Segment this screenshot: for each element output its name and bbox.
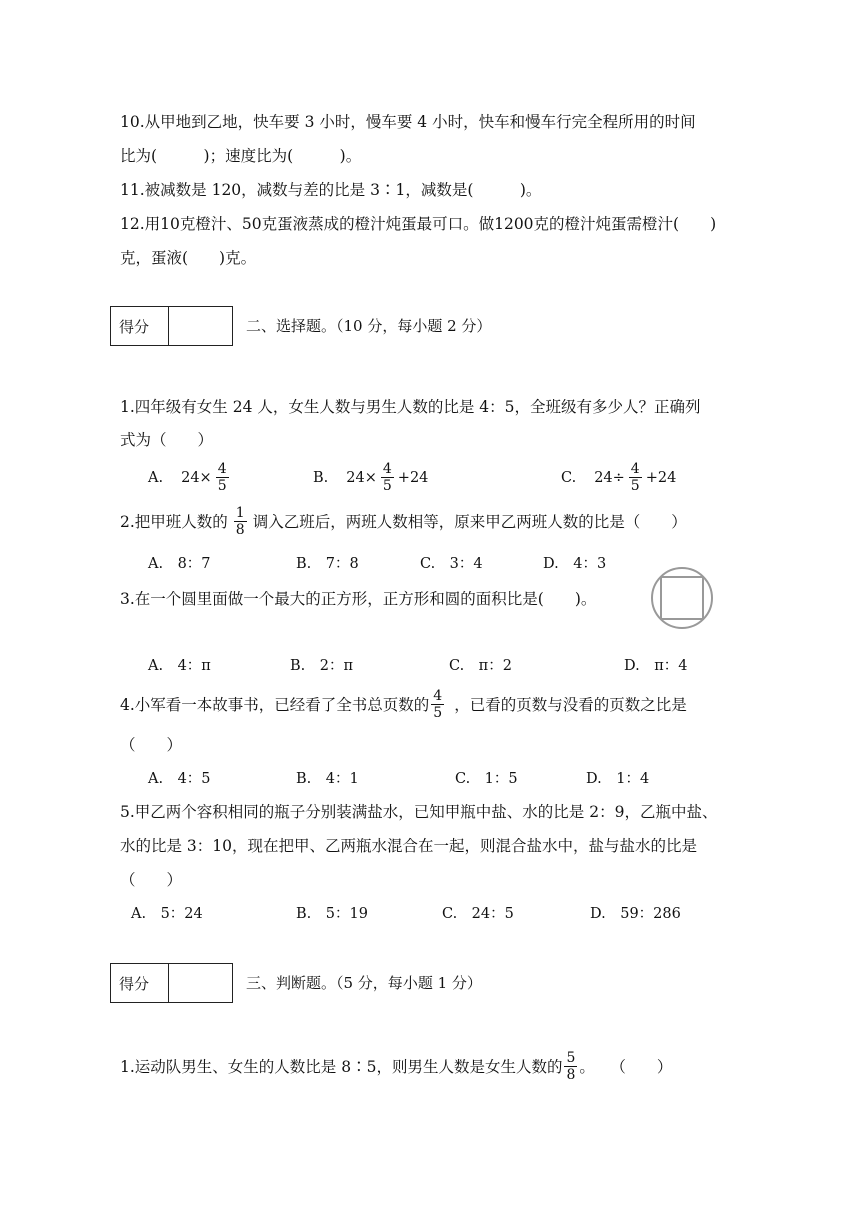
q2-pre: 2.把甲班人数的 — [120, 512, 228, 531]
fraction: $\frac{4}{5}$ — [382, 461, 392, 494]
s2-q2-option-a: A. 8：7 — [148, 556, 211, 572]
q12-line2: 克，蛋液( )克。 — [120, 249, 257, 267]
s2-q4-option-c: C. 1：5 — [455, 771, 518, 787]
s2-q5-option-d: D. 59：286 — [590, 906, 681, 922]
s2-q4-line2: （ ） — [120, 736, 183, 754]
q10-line1: 10.从甲地到乙地，快车要 3 小时，慢车要 4 小时，快车和慢车行完全程所用的时间 — [120, 113, 696, 131]
score-label: 得分 — [111, 307, 169, 345]
s2-q4-option-d: D. 1：4 — [586, 771, 650, 787]
s2-q3-option-d: D. π：4 — [624, 658, 688, 674]
option-letter: B. — [313, 469, 329, 486]
s2-q2 — [120, 505, 687, 538]
s2-q1-option-b — [313, 461, 428, 494]
s2-q3-option-a: A. 4：π — [148, 658, 211, 674]
q10-line2: 比为( )；速度比为( )。 — [120, 147, 362, 165]
s2-q1-option-a — [148, 461, 233, 494]
score-box-section3 — [110, 963, 233, 1003]
q4-pre: 4.小军看一本故事书，已经看了全书总页数的 — [120, 695, 430, 714]
s2-q5-option-a: A. 5：24 — [131, 906, 203, 922]
s2-q3-option-c: C. π：2 — [449, 658, 512, 674]
score-label: 得分 — [111, 964, 169, 1002]
section3-title: 三、判断题。（5 分，每小题 1 分） — [246, 974, 482, 992]
circle-square-figure — [648, 566, 716, 630]
s2-q5-line2: 水的比是 3：10，现在把甲、乙两瓶水混合在一起，则混合盐水中，盐与盐水的比是 — [120, 837, 698, 855]
s2-q1-line2: 式为（ ） — [120, 431, 214, 449]
option-expr: 24× — [346, 469, 377, 486]
option-suffix: +24 — [645, 469, 677, 486]
s2-q1-option-c — [561, 461, 676, 494]
s3-q1-pre: 1.运动队男生、女生的人数比是 8∶5，则男生人数是女生人数的 — [120, 1057, 563, 1076]
s2-q5-line3: （ ） — [120, 871, 183, 889]
s3-q1 — [120, 1050, 672, 1083]
section2-title: 二、选择题。（10 分，每小题 2 分） — [246, 317, 492, 335]
s2-q4-option-a: A. 4：5 — [148, 771, 211, 787]
fraction: $\frac{1}{8}$ — [235, 505, 245, 538]
fraction: $\frac{5}{8}$ — [566, 1050, 576, 1083]
option-expr: 24÷ — [594, 469, 625, 486]
option-letter: A. — [148, 469, 164, 486]
option-expr: 24× — [181, 469, 212, 486]
s2-q5-option-b: B. 5：19 — [296, 906, 368, 922]
s2-q5-line1: 5.甲乙两个容积相同的瓶子分别装满盐水，已知甲瓶中盐、水的比是 2：9，乙瓶中盐、 — [120, 803, 718, 821]
s3-q1-post: 。 （ ） — [579, 1057, 673, 1076]
s2-q4 — [120, 688, 687, 721]
q12-line1: 12.用10克橙汁、50克蛋液蒸成的橙汁炖蛋最可口。做1200克的橙汁炖蛋需橙汁( ) — [120, 215, 717, 233]
q4-post: ，已看的页数与没看的页数之比是 — [454, 695, 687, 714]
option-suffix: +24 — [397, 469, 429, 486]
score-box-section2 — [110, 306, 233, 346]
s2-q2-option-d: D. 4：3 — [543, 556, 607, 572]
s2-q3: 3.在一个圆里面做一个最大的正方形，正方形和圆的面积比是( )。 — [120, 590, 597, 608]
q11: 11.被减数是 120，减数与差的比是 3∶1，减数是( )。 — [120, 181, 542, 199]
fraction: $\frac{4}{5}$ — [630, 461, 640, 494]
fraction: $\frac{4}{5}$ — [217, 461, 227, 494]
s2-q2-option-c: C. 3：4 — [420, 556, 483, 572]
score-blank[interactable] — [169, 307, 232, 345]
score-blank[interactable] — [169, 964, 232, 1002]
s2-q1-line1: 1.四年级有女生 24 人，女生人数与男生人数的比是 4：5，全班级有多少人？正确列 — [120, 398, 701, 416]
fraction: $\frac{4}{5}$ — [433, 688, 443, 721]
s2-q4-option-b: B. 4：1 — [296, 771, 359, 787]
option-letter: C. — [561, 469, 577, 486]
s2-q2-option-b: B. 7：8 — [296, 556, 359, 572]
q2-post: 调入乙班后，两班人数相等，原来甲乙两班人数的比是（ ） — [252, 512, 687, 531]
s2-q3-option-b: B. 2：π — [290, 658, 354, 674]
s2-q5-option-c: C. 24：5 — [442, 906, 514, 922]
